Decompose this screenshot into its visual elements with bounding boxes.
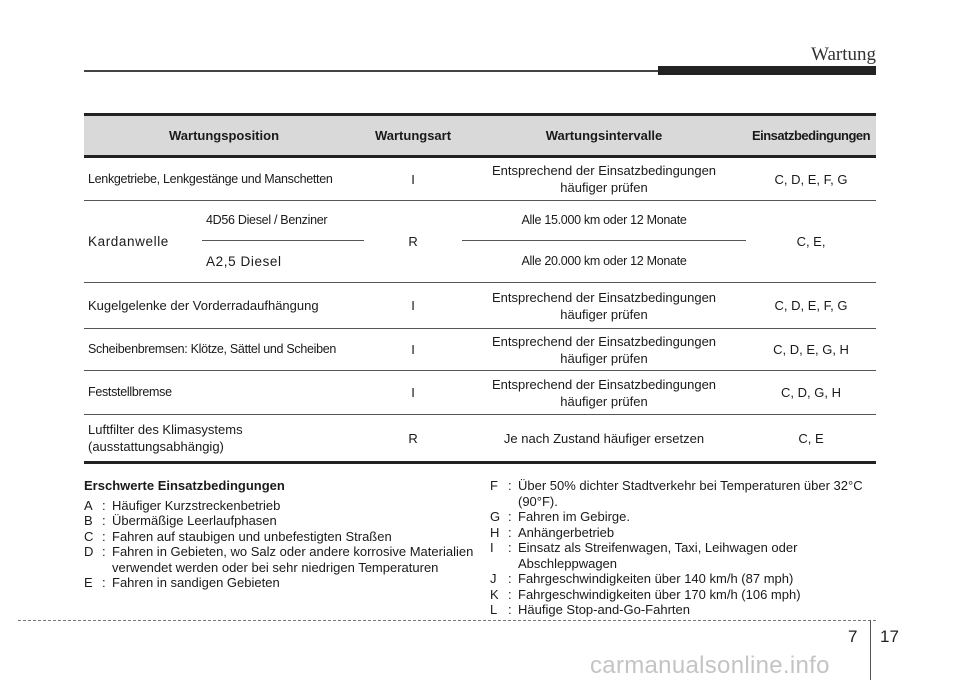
legend-text: Fahren in Gebieten, wo Salz oder andere korrosive Materialien verwendet werden oder bei sehr niedrigen Temperaturen — [112, 544, 474, 575]
row-art: I — [364, 371, 462, 415]
legend-item — [490, 525, 876, 541]
header-intervalle: Wartungsintervalle — [545, 128, 663, 143]
row-interval — [462, 157, 746, 201]
row-interval: Alle 15.000 km oder 12 Monate — [462, 201, 746, 241]
row-item — [84, 415, 364, 463]
row-item: Scheibenbremsen: Klötze, Sättel und Scheiben — [84, 329, 364, 371]
legend-key: C — [84, 528, 94, 544]
legend-text: Übermäßige Leerlaufphasen — [112, 513, 277, 528]
legend-text: Anhängerbetrieb — [518, 524, 615, 540]
legend-text: Fahren im Gebirge. — [518, 509, 630, 524]
legend-item — [490, 540, 876, 571]
interval-line: Entsprechend der Einsatzbedingungen — [491, 163, 717, 178]
legend-text: Fahren auf staubigen und unbefestigten Straßen — [112, 528, 392, 544]
legend-item — [490, 602, 876, 618]
legend-text: Häufiger Kurzstreckenbetrieb — [112, 497, 281, 513]
row-conditions: C, D, G, H — [746, 371, 876, 415]
row-art: R — [364, 415, 462, 463]
section-title: Wartung — [811, 44, 876, 65]
row-art: I — [364, 329, 462, 371]
row-conditions: C, E — [746, 415, 876, 463]
header-art: Wartungsart — [374, 128, 452, 143]
legend-item — [84, 513, 474, 529]
interval-line: häufiger prüfen — [560, 180, 648, 195]
legend-key: L — [490, 602, 498, 617]
item-line: (ausstattungsabhängig) — [88, 439, 224, 454]
legend-colon: : — [102, 528, 106, 544]
legend-item — [84, 498, 474, 514]
row-subitem: A2,5 Diesel — [202, 241, 364, 283]
table-row — [84, 415, 876, 463]
interval-line: Entsprechend der Einsatzbedingungen — [491, 289, 717, 305]
table-header-row — [84, 115, 876, 157]
legend-text: Fahrgeschwindigkeiten über 170 km/h (106 mph) — [518, 586, 801, 602]
page-number-divider — [870, 620, 871, 680]
legend-colon: : — [102, 497, 106, 513]
legend-key: B — [84, 513, 93, 528]
header-rule-bar — [658, 66, 876, 75]
legend-colon: : — [508, 540, 512, 555]
legend-item — [490, 587, 876, 603]
row-interval — [462, 329, 746, 371]
legend-key: F — [490, 478, 498, 493]
legend-key: K — [490, 586, 499, 602]
interval-line: Entsprechend der Einsatzbedingungen — [491, 376, 717, 392]
row-interval: Alle 20.000 km oder 12 Monate — [462, 241, 746, 283]
conditions-legend-left — [84, 478, 474, 591]
legend-colon: : — [508, 478, 512, 493]
row-interval — [462, 371, 746, 415]
legend-item — [490, 571, 876, 587]
header-rule — [84, 70, 658, 72]
row-conditions: C, E, — [746, 201, 876, 283]
row-interval — [462, 283, 746, 329]
legend-title: Erschwerte Einsatzbedingungen — [84, 478, 285, 493]
legend-colon: : — [508, 586, 512, 602]
legend-text: Einsatz als Streifenwagen, Taxi, Leihwagen oder Abschleppwagen — [518, 540, 798, 571]
row-art: R — [364, 201, 462, 283]
legend-text: Über 50% dichter Stadtverkehr bei Temperaturen über 32°C (90°F). — [518, 478, 863, 509]
legend-colon: : — [508, 524, 512, 540]
row-conditions: C, D, E, F, G — [746, 283, 876, 329]
legend-item — [84, 529, 474, 545]
legend-key: D — [84, 544, 94, 559]
legend-item — [84, 575, 474, 591]
header-bedingungen: Einsatzbedingungen — [751, 128, 871, 143]
row-art: I — [364, 157, 462, 201]
conditions-legend-right — [490, 478, 876, 618]
table-row — [84, 201, 876, 241]
legend-key: J — [490, 571, 497, 586]
table-row — [84, 283, 876, 329]
legend-colon: : — [508, 602, 512, 617]
legend-key: A — [84, 497, 93, 513]
row-interval: Je nach Zustand häufiger ersetzen — [462, 415, 746, 463]
legend-colon: : — [102, 513, 106, 528]
legend-colon: : — [102, 575, 106, 590]
legend-key: G — [490, 509, 501, 524]
legend-colon: : — [102, 544, 106, 559]
legend-text: Häufige Stop-and-Go-Fahrten — [518, 602, 690, 617]
row-item: Feststellbremse — [84, 371, 364, 415]
legend-item — [490, 509, 876, 525]
interval-line: häufiger prüfen — [560, 393, 648, 409]
watermark: carmanualsonline.info — [590, 652, 830, 679]
legend-item — [84, 544, 474, 575]
legend-item — [490, 478, 876, 509]
legend-colon: : — [508, 571, 512, 586]
table-row — [84, 157, 876, 201]
row-item: Kugelgelenke der Vorderradaufhängung — [84, 283, 364, 329]
interval-line: häufiger prüfen — [560, 306, 648, 322]
legend-text: Fahren in sandigen Gebieten — [112, 575, 280, 590]
row-subitem: 4D56 Diesel / Benziner — [202, 201, 364, 241]
row-conditions: C, D, E, G, H — [746, 329, 876, 371]
interval-line: Entsprechend der Einsatzbedingungen — [491, 333, 717, 349]
page-number: 17 — [880, 627, 899, 646]
row-conditions: C, D, E, F, G — [746, 157, 876, 201]
row-art: I — [364, 283, 462, 329]
legend-colon: : — [508, 509, 512, 524]
chapter-number: 7 — [848, 627, 858, 646]
item-line: Luftfilter des Klimasystems — [88, 422, 243, 437]
maintenance-table — [84, 113, 876, 464]
legend-key: I — [490, 540, 494, 555]
legend-key: H — [490, 524, 500, 540]
legend-text: Fahrgeschwindigkeiten über 140 km/h (87 mph) — [518, 571, 794, 586]
interval-line: häufiger prüfen — [560, 350, 648, 366]
table-row — [84, 329, 876, 371]
legend-key: E — [84, 575, 93, 590]
row-item: Kardanwelle — [84, 201, 202, 283]
row-item: Lenkgetriebe, Lenkgestänge und Manschetten — [84, 157, 364, 201]
header-position: Wartungsposition — [169, 128, 280, 143]
table-row — [84, 371, 876, 415]
footer-rule — [18, 620, 876, 621]
